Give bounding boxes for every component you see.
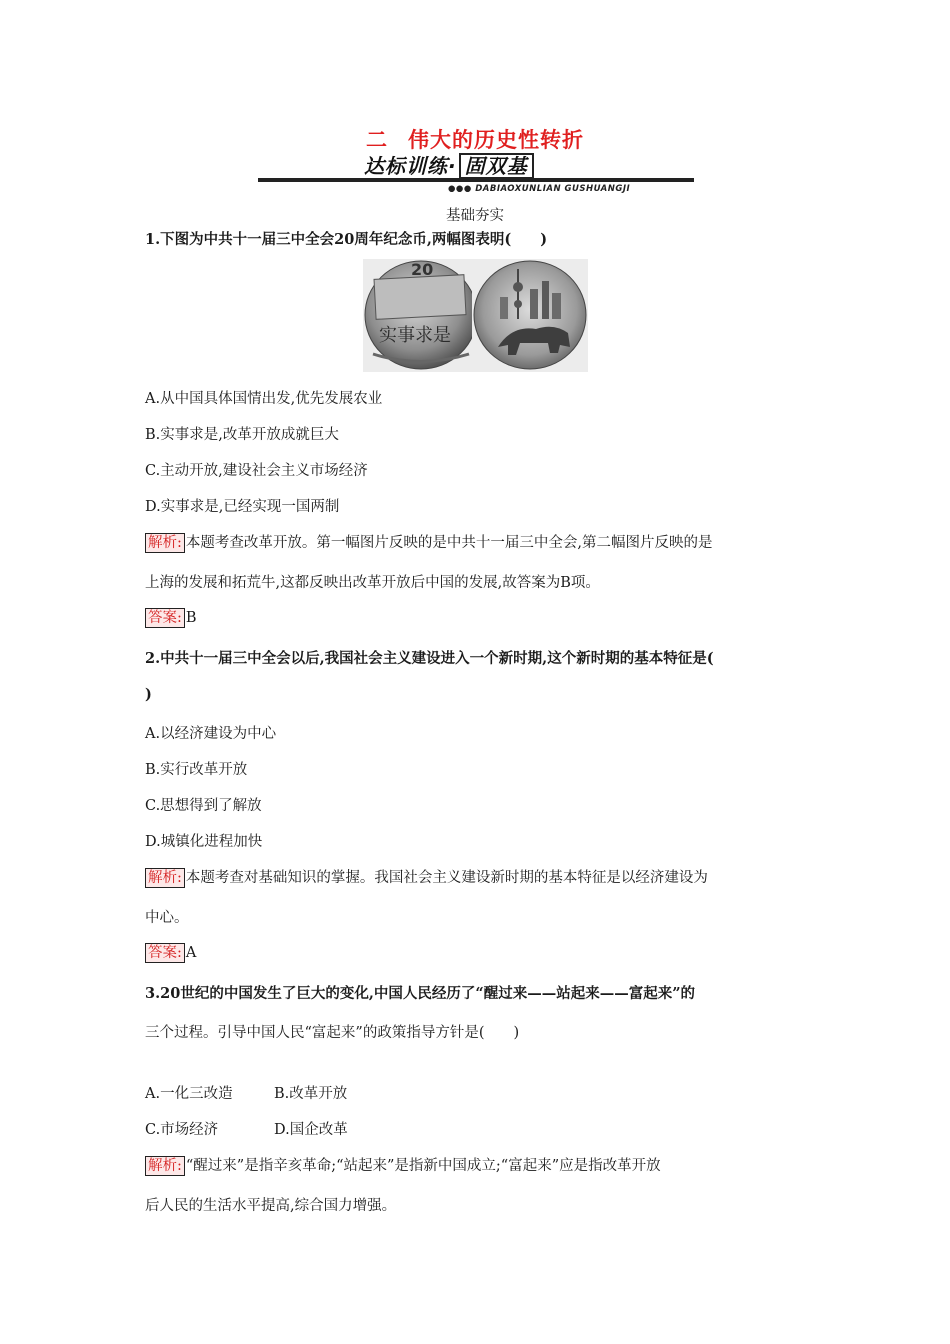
q2-stem-line2: ) — [145, 686, 152, 703]
q2-answer-value: A — [185, 945, 197, 961]
q1-answer-label: 答案: — [145, 608, 185, 628]
q3-stem-line2: 三个过程。引导中国人民“富起来”的政策指导方针是( ) — [145, 1025, 520, 1041]
q2-option-a: A.以经济建设为中心 — [145, 726, 277, 742]
q1-stem: 1.下图为中共十一届三中全会20周年纪念币,两幅图表明( ) — [145, 231, 548, 248]
q1-analysis — [145, 531, 713, 553]
coin-image-left — [363, 259, 479, 372]
q3-analysis-line2: 后人民的生活水平提高,综合国力增强。 — [145, 1198, 397, 1214]
q1-analysis-line2: 上海的发展和拓荒牛,这都反映出改革开放后中国的发展,故答案为B项。 — [145, 575, 600, 591]
q2-analysis-line2: 中心。 — [145, 910, 189, 926]
q3-analysis-line1: “醒过来”是指辛亥革命;“站起来”是指新中国成立;“富起来”应是指改革开放 — [185, 1158, 661, 1174]
q1-option-b: B.实事求是,改革开放成就巨大 — [145, 427, 339, 443]
q3-analysis — [145, 1154, 661, 1176]
coin-left-number: 20 — [411, 260, 434, 279]
section-title: 基础夯实 — [446, 208, 504, 224]
q2-stem-line1: 2.中共十一届三中全会以后,我国社会主义建设进入一个新时期,这个新时期的基本特征是( — [145, 650, 714, 667]
coin-image-right — [472, 259, 588, 372]
q1-option-d: D.实事求是,已经实现一国两制 — [145, 499, 340, 515]
q3-option-a: A.一化三改造 — [145, 1086, 233, 1102]
q1-answer-value: B — [185, 610, 197, 626]
banner-rule — [258, 178, 694, 182]
banner-boxed-label: 固双基 — [459, 153, 534, 179]
q2-answer — [145, 943, 196, 963]
q3-analysis-label: 解析: — [145, 1156, 185, 1176]
q1-option-c: C.主动开放,建设社会主义市场经济 — [145, 463, 368, 479]
q2-analysis — [145, 866, 708, 888]
q3-option-d: D.国企改革 — [274, 1122, 348, 1138]
coin-left-text: 实事求是 — [379, 325, 451, 346]
banner-main-text — [364, 150, 534, 179]
q2-analysis-label: 解析: — [145, 868, 185, 888]
banner-main-label: 达标训练· — [364, 154, 457, 178]
q2-analysis-line1: 本题考查对基础知识的掌握。我国社会主义建设新时期的基本特征是以经济建设为 — [185, 870, 708, 886]
q1-option-a: A.从中国具体国情出发,优先发展农业 — [145, 391, 383, 407]
lesson-number: 二 — [366, 128, 388, 152]
q2-option-b: B.实行改革开放 — [145, 762, 248, 778]
q2-option-d: D.城镇化进程加快 — [145, 834, 263, 850]
q1-analysis-label: 解析: — [145, 533, 185, 553]
q2-answer-label: 答案: — [145, 943, 185, 963]
banner-subtitle: ●●● DABIAOXUNLIAN GUSHUANGJI — [448, 184, 631, 194]
q3-option-b: B.改革开放 — [274, 1086, 348, 1102]
q1-analysis-line1: 本题考查改革开放。第一幅图片反映的是中共十一届三中全会,第二幅图片反映的是 — [185, 535, 713, 551]
section-banner — [258, 150, 694, 194]
q2-option-c: C.思想得到了解放 — [145, 798, 262, 814]
q3-option-c: C.市场经济 — [145, 1122, 219, 1138]
q3-stem-line1: 3.20世纪的中国发生了巨大的变化,中国人民经历了“醒过来——站起来——富起来”的 — [145, 985, 696, 1002]
q1-answer — [145, 608, 197, 628]
lesson-title-text: 伟大的历史性转折 — [408, 128, 584, 152]
